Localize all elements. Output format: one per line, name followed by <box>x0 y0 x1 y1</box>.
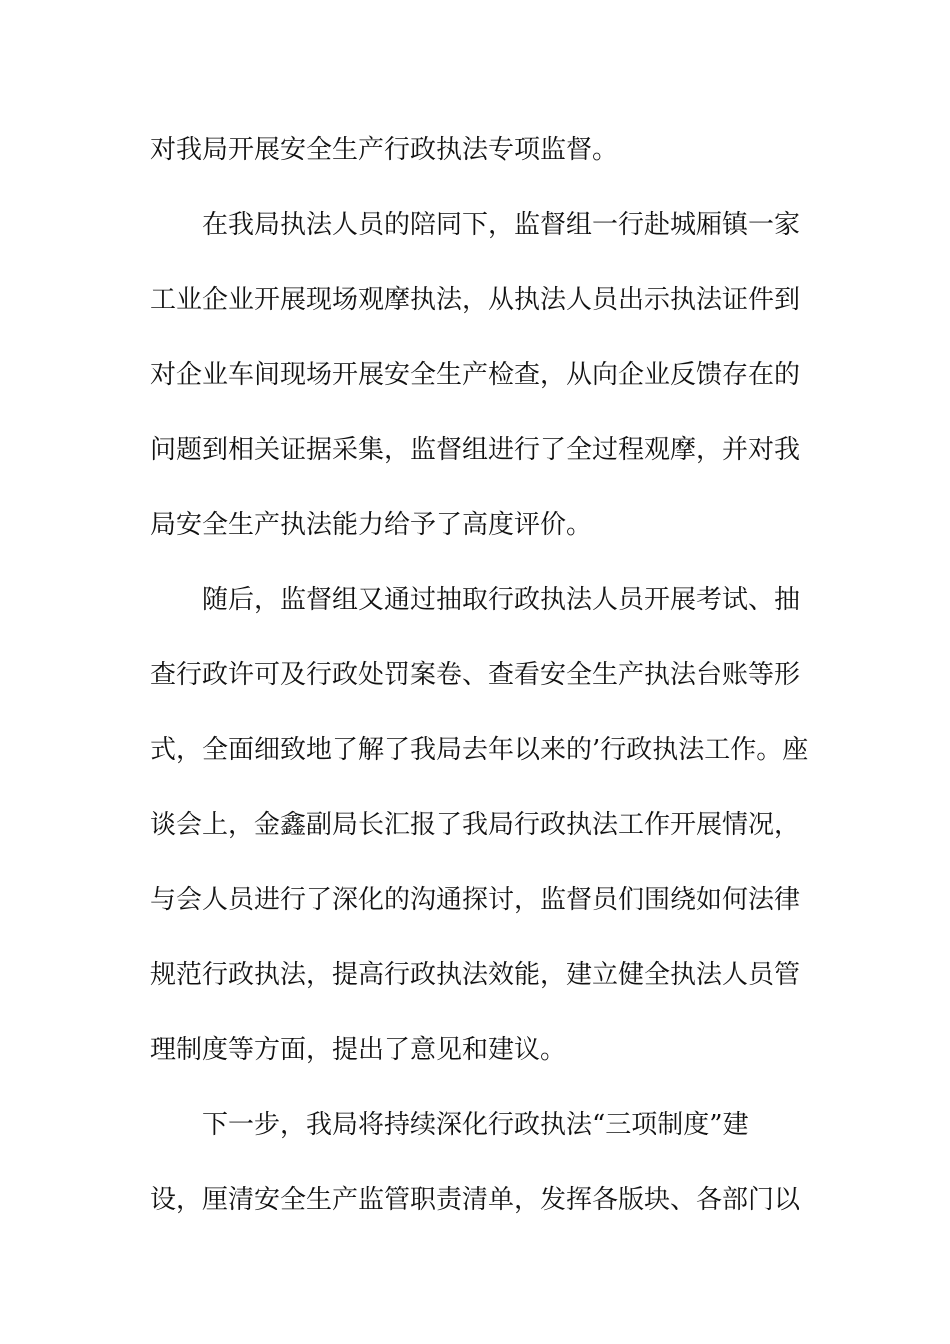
text-line: 理制度等方面，提出了意见和建议。 <box>150 1035 567 1065</box>
paragraph-first-line: 在我局执法人员的陪同下，监督组一行赴城厢镇一家 <box>202 210 801 240</box>
text-line: 谈会上，金鑫副局长汇报了我局行政执法工作开展情况， <box>150 810 801 840</box>
paragraph-first-line: 下一步，我局将持续深化行政执法“三项制度”建 <box>202 1110 749 1140</box>
text-line: 对我局开展安全生产行政执法专项监督。 <box>150 135 619 165</box>
text-line: 规范行政执法，提高行政执法效能，建立健全执法人员管 <box>150 960 801 990</box>
text-line: 与会人员进行了深化的沟通探讨，监督员们围绕如何法律 <box>150 885 801 915</box>
text-line: 局安全生产执法能力给予了高度评价。 <box>150 510 593 540</box>
text-line: 设，厘清安全生产监管职责清单，发挥各版块、各部门以 <box>150 1185 801 1215</box>
text-line: 对企业车间现场开展安全生产检查，从向企业反馈存在的 <box>150 360 801 390</box>
text-line: 工业企业开展现场观摩执法，从执法人员出示执法证件到 <box>150 285 801 315</box>
paragraph-first-line: 随后，监督组又通过抽取行政执法人员开展考试、抽 <box>202 585 801 615</box>
text-line: 式，全面细致地了解了我局去年以来的’行政执法工作。座 <box>150 735 809 765</box>
text-line: 问题到相关证据采集，监督组进行了全过程观摩，并对我 <box>150 435 801 465</box>
text-line: 查行政许可及行政处罚案卷、查看安全生产执法台账等形 <box>150 660 801 690</box>
